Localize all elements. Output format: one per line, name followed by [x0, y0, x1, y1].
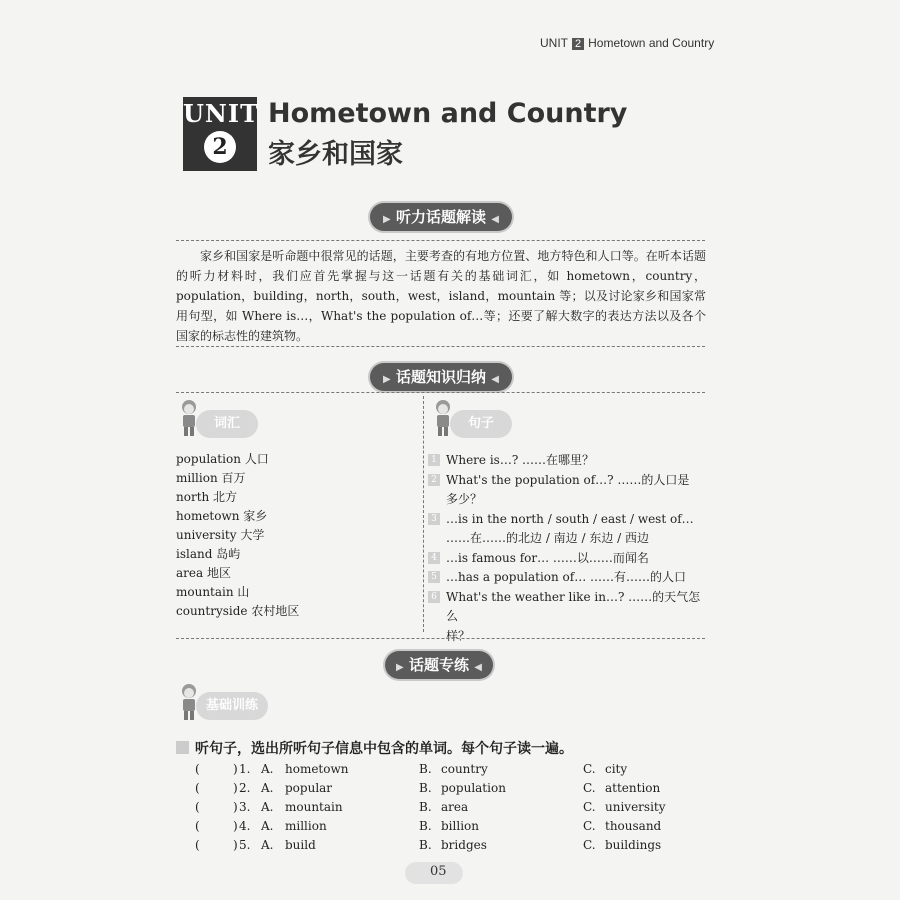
instruction-text: 听句子，选出所听句子信息中包含的单词。每个句子读一遍。	[195, 741, 573, 757]
option-c-text: university	[605, 799, 666, 814]
option-c-text: attention	[605, 780, 661, 795]
sentence-text: …is in the north / south / east / west of…	[446, 511, 694, 526]
sentence-text: ……在……的北边 / 南边 / 东边 / 西边	[446, 531, 650, 545]
exercise-instruction	[176, 738, 573, 758]
running-header	[540, 36, 714, 50]
option-close: )	[233, 837, 238, 852]
sentence-text: Where is…? ……在哪里？	[446, 453, 595, 467]
triangle-right-icon: ▶	[396, 662, 404, 673]
option-b-text: population	[441, 780, 506, 795]
option-close: )	[233, 799, 238, 814]
exercise-row	[195, 816, 685, 835]
section-title: 话题专练	[408, 656, 469, 674]
sentence-item	[428, 451, 708, 471]
exercise-row	[195, 835, 685, 854]
option-b: B.	[419, 799, 432, 814]
intro-paragraph	[176, 246, 706, 346]
sentence-text: What's the weather like in…? ……的天气怎么	[446, 589, 701, 623]
unit-number: 2	[204, 131, 236, 163]
header-unit-number: 2	[572, 38, 584, 50]
option-a-text: mountain	[285, 799, 343, 814]
sentence-number: 1	[428, 454, 440, 466]
option-a-text: build	[285, 837, 316, 852]
sentence-item	[428, 549, 708, 569]
vocab-item: mountain 山	[176, 585, 250, 599]
vocab-item: north 北方	[176, 490, 238, 504]
divider	[176, 638, 705, 639]
sentence-continuation	[428, 490, 708, 510]
option-b-text: country	[441, 761, 488, 776]
sentence-text: 多少？	[446, 492, 483, 506]
sentence-number: 3	[428, 513, 440, 525]
sentence-number: 5	[428, 571, 440, 583]
divider	[176, 240, 705, 241]
vocab-item: area 地区	[176, 566, 231, 580]
triangle-left-icon: ◀	[491, 214, 499, 225]
option-a: A.	[261, 780, 274, 795]
header-title: Hometown and Country	[588, 36, 715, 50]
sentence-item	[428, 471, 708, 491]
sentence-item	[428, 568, 708, 588]
section-title: 话题知识归纳	[395, 368, 486, 386]
unit-word: UNIT	[183, 99, 259, 128]
tag-sentences: 句子	[450, 410, 512, 438]
option-a: A.	[261, 761, 274, 776]
option-paren: (	[195, 799, 200, 814]
option-c: C.	[583, 837, 596, 852]
option-a: A.	[261, 837, 274, 852]
sentence-text: What's the population of…? ……的人口是	[446, 472, 690, 487]
column-divider	[423, 396, 424, 632]
sentence-continuation	[428, 529, 708, 549]
option-b: B.	[419, 780, 432, 795]
option-b: B.	[419, 818, 432, 833]
option-c: C.	[583, 761, 596, 776]
tag-basic-training: 基础训练	[196, 692, 268, 720]
option-num: 5.	[239, 837, 251, 852]
option-paren: (	[195, 818, 200, 833]
page-number: 05	[430, 864, 447, 879]
square-bullet-icon	[176, 741, 189, 754]
sentence-number: 2	[428, 474, 440, 486]
sentence-list	[428, 451, 708, 646]
triangle-left-icon: ◀	[491, 374, 499, 385]
section-banner-listening	[370, 203, 512, 231]
option-num: 2.	[239, 780, 251, 795]
option-a-text: hometown	[285, 761, 349, 776]
unit-block	[183, 97, 257, 171]
vocab-item: population 人口	[176, 452, 269, 466]
vocab-item: hometown 家乡	[176, 509, 268, 523]
option-paren: (	[195, 780, 200, 795]
triangle-left-icon: ◀	[474, 662, 482, 673]
sentence-continuation	[428, 627, 708, 647]
section-banner-knowledge	[370, 363, 512, 391]
option-c-text: city	[605, 761, 628, 776]
triangle-right-icon: ▶	[383, 214, 391, 225]
header-unit-word: UNIT	[540, 36, 568, 50]
option-b-text: bridges	[441, 837, 487, 852]
option-close: )	[233, 761, 238, 776]
tag-vocab: 词汇	[196, 410, 258, 438]
option-num: 3.	[239, 799, 251, 814]
vocab-item: island 岛屿	[176, 547, 241, 561]
sentence-text: …has a population of… ……有……的人口	[446, 570, 687, 584]
divider	[176, 346, 705, 347]
sentence-number: 4	[428, 552, 440, 564]
option-c-text: buildings	[605, 837, 662, 852]
option-a: A.	[261, 818, 274, 833]
exercise-table	[195, 759, 685, 854]
option-paren: (	[195, 761, 200, 776]
option-paren: (	[195, 837, 200, 852]
option-num: 4.	[239, 818, 251, 833]
option-num: 1.	[239, 761, 251, 776]
option-c: C.	[583, 799, 596, 814]
sentence-text: 样？	[446, 628, 471, 643]
option-c-text: thousand	[605, 818, 662, 833]
intro-text: 家乡和国家是听命题中很常见的话题，主要考查的有地方位置、地方特色和人口等。在听本话题的听力材料时，我们应首先掌握与这一话题有关的基础词汇，如 hometown，country，population，building，north，south，west，island，mountain 等；以及讨论家乡和国家常用句型，如 Where is…，What's the population of…等；还要了解大数字的表达方法以及各个国家的标志性的建筑物。	[176, 249, 706, 343]
exercise-row	[195, 778, 685, 797]
exercise-row	[195, 759, 685, 778]
divider	[176, 392, 705, 393]
option-c: C.	[583, 818, 596, 833]
vocab-item: countryside 农村地区	[176, 604, 300, 618]
option-close: )	[233, 780, 238, 795]
option-b: B.	[419, 837, 432, 852]
vocab-item: university 大学	[176, 528, 265, 542]
page-title-chinese: 家乡和国家	[268, 139, 403, 170]
triangle-right-icon: ▶	[383, 374, 391, 385]
option-b-text: area	[441, 799, 469, 814]
vocab-list	[176, 450, 299, 621]
option-close: )	[233, 818, 238, 833]
option-c: C.	[583, 780, 596, 795]
sentence-item	[428, 510, 708, 530]
option-a-text: popular	[285, 780, 333, 795]
section-title: 听力话题解读	[395, 208, 486, 226]
section-banner-practice	[385, 651, 493, 679]
vocab-item: million 百万	[176, 471, 246, 485]
sentence-item	[428, 588, 708, 627]
exercise-row	[195, 797, 685, 816]
option-b: B.	[419, 761, 432, 776]
option-a-text: million	[285, 818, 327, 833]
option-b-text: billion	[441, 818, 479, 833]
sentence-text: …is famous for… ……以……而闻名	[446, 550, 649, 565]
page-title-english: Hometown and Country	[268, 98, 628, 129]
sentence-number: 6	[428, 591, 440, 603]
option-a: A.	[261, 799, 274, 814]
